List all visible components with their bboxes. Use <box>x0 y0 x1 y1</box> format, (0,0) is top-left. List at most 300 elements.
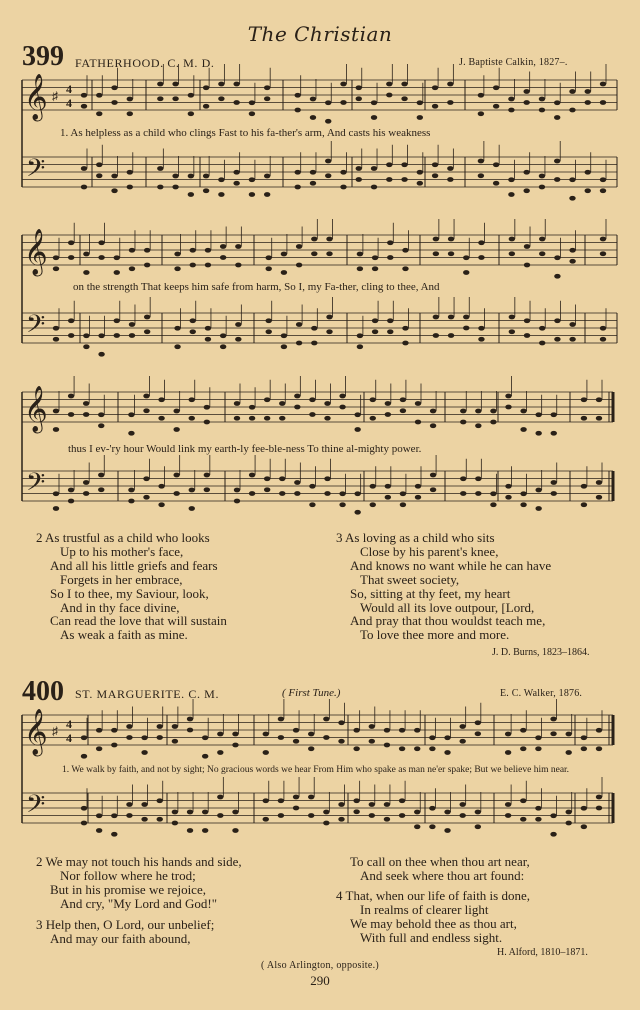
note-head <box>83 333 89 338</box>
note-head <box>173 427 179 432</box>
note-head <box>596 495 602 500</box>
stanza-line: And pray that thou wouldst teach me, <box>350 613 546 629</box>
note-head <box>190 263 196 268</box>
note-head <box>581 502 587 507</box>
treble-clef-icon: 𝄞 <box>24 74 48 119</box>
stanza-line: And cry, "My Lord and God!" <box>60 895 218 911</box>
note-head <box>189 488 195 493</box>
note-head <box>554 274 560 279</box>
note-head <box>535 806 541 811</box>
note-head <box>339 405 345 410</box>
note-head <box>414 728 420 733</box>
note-head <box>111 174 117 179</box>
note-head <box>509 251 515 256</box>
note-head <box>475 810 481 815</box>
note-head <box>600 82 606 87</box>
note-head <box>566 810 572 815</box>
note-head <box>311 326 317 331</box>
note-head <box>493 104 499 109</box>
key-signature-icon: ♯ <box>52 724 58 738</box>
note-head <box>173 409 179 414</box>
note-head <box>569 196 575 201</box>
stanza-line: To call on thee when thou art near, <box>350 854 530 869</box>
note-head <box>293 795 299 800</box>
note-head <box>372 329 378 334</box>
note-head <box>324 491 330 496</box>
note-head <box>81 754 87 759</box>
note-head <box>399 798 405 803</box>
note-head <box>68 394 74 399</box>
note-head <box>111 100 117 105</box>
note-head <box>354 510 360 515</box>
note-head <box>475 476 481 481</box>
note-head <box>281 344 287 349</box>
note-head <box>220 333 226 338</box>
note-head <box>550 717 556 722</box>
note-head <box>354 427 360 432</box>
note-head <box>356 177 362 182</box>
note-head <box>569 89 575 94</box>
note-head <box>126 735 132 740</box>
note-head <box>144 315 150 320</box>
note-head <box>326 251 332 256</box>
note-head <box>478 159 484 164</box>
note-head <box>353 728 359 733</box>
note-head <box>447 177 453 182</box>
note-head <box>433 237 439 242</box>
note-head <box>448 251 454 256</box>
note-head <box>550 832 556 837</box>
hymn-number-400: 400 <box>22 676 64 707</box>
note-head <box>217 795 223 800</box>
note-head <box>581 397 587 402</box>
note-head <box>581 824 587 829</box>
note-head <box>281 252 287 257</box>
author-399: J. D. Burns, 1823–1864. <box>492 647 590 658</box>
note-head <box>326 329 332 334</box>
note-head <box>172 724 178 729</box>
note-head <box>249 473 255 478</box>
note-head <box>68 499 74 504</box>
note-head <box>444 810 450 815</box>
stanza-line: Nor follow where he trod; <box>60 867 196 883</box>
treble-clef-icon: 𝄞 <box>24 386 48 431</box>
stanza-399-3 <box>336 531 551 642</box>
note-head <box>402 266 408 271</box>
note-head <box>475 423 481 428</box>
note-head <box>264 174 270 179</box>
stanza-line: But in his promise we rejoice, <box>50 881 206 897</box>
note-head <box>384 817 390 822</box>
note-head <box>460 409 466 414</box>
note-head <box>98 240 104 245</box>
note-head <box>508 108 514 113</box>
note-head <box>354 491 360 496</box>
note-head <box>353 809 359 814</box>
note-head <box>596 795 602 800</box>
note-head <box>325 119 331 124</box>
note-head <box>308 813 314 818</box>
note-head <box>264 487 270 492</box>
note-head <box>554 100 560 105</box>
tune-name-399: FATHERHOOD. C. M. D. <box>75 56 215 70</box>
note-head <box>308 732 314 737</box>
note-head <box>414 746 420 751</box>
note-head <box>539 185 545 190</box>
note-head <box>249 491 255 496</box>
note-head <box>551 431 557 436</box>
note-head <box>339 394 345 399</box>
note-head <box>279 476 285 481</box>
note-head <box>505 484 511 489</box>
note-head <box>520 817 526 822</box>
note-head <box>190 248 196 253</box>
note-head <box>233 82 239 87</box>
note-head <box>444 735 450 740</box>
note-head <box>98 473 104 478</box>
note-head <box>338 739 344 744</box>
bass-clef-icon: 𝄢 <box>26 311 46 344</box>
stanza-line: That sweet society, <box>360 571 460 587</box>
note-head <box>401 96 407 101</box>
note-head <box>127 185 133 190</box>
note-head <box>535 817 541 822</box>
note-head <box>96 93 102 98</box>
note-head <box>596 480 602 485</box>
note-head <box>508 177 514 182</box>
note-head <box>569 177 575 182</box>
key-signature-icon: ♯ <box>52 89 58 103</box>
note-head <box>218 192 224 197</box>
note-head <box>539 341 545 346</box>
note-head <box>581 806 587 811</box>
note-head <box>493 162 499 167</box>
note-head <box>83 252 89 257</box>
note-head <box>475 731 481 736</box>
bass-clef-icon: 𝄢 <box>26 791 46 824</box>
note-head <box>429 806 435 811</box>
note-head <box>596 416 602 421</box>
stanza-400-4 <box>336 889 530 945</box>
note-head <box>232 743 238 748</box>
note-head <box>202 828 208 833</box>
note-head <box>172 810 178 815</box>
note-head <box>174 344 180 349</box>
note-head <box>188 174 194 179</box>
note-head <box>520 502 526 507</box>
note-head <box>596 746 602 751</box>
note-head <box>596 397 602 402</box>
note-head <box>566 821 572 826</box>
note-head <box>83 491 89 496</box>
note-head <box>508 192 514 197</box>
note-head <box>114 255 120 260</box>
note-head <box>296 244 302 249</box>
note-head <box>600 100 606 105</box>
note-head <box>447 100 453 105</box>
note-head <box>401 177 407 182</box>
note-head <box>417 115 423 120</box>
note-head <box>53 427 59 432</box>
note-head <box>490 409 496 414</box>
note-head <box>505 802 511 807</box>
note-head <box>144 263 150 268</box>
note-head <box>475 824 481 829</box>
note-head <box>539 108 545 113</box>
note-head <box>478 93 484 98</box>
note-head <box>264 476 270 481</box>
stanza-400-3 <box>36 918 214 946</box>
note-head <box>520 746 526 751</box>
note-head <box>432 162 438 167</box>
note-head <box>111 188 117 193</box>
note-head <box>114 333 120 338</box>
note-head <box>232 732 238 737</box>
stanza-line: To love thee more and more. <box>360 627 510 643</box>
note-head <box>325 159 331 164</box>
note-head <box>600 237 606 242</box>
note-head <box>294 491 300 496</box>
note-head <box>505 495 511 500</box>
note-head <box>141 817 147 822</box>
note-head <box>387 318 393 323</box>
author-400: H. Alford, 1810–1871. <box>497 947 588 958</box>
note-head <box>188 93 194 98</box>
note-head <box>386 82 392 87</box>
note-head <box>463 326 469 331</box>
note-head <box>372 318 378 323</box>
note-head <box>128 488 134 493</box>
note-head <box>293 806 299 811</box>
note-head <box>157 724 163 729</box>
note-head <box>550 813 556 818</box>
note-head <box>524 263 530 268</box>
treble-clef-icon: 𝄞 <box>24 229 48 274</box>
note-head <box>539 251 545 256</box>
note-head <box>266 329 272 334</box>
note-head <box>400 397 406 402</box>
note-head <box>475 409 481 414</box>
running-title: The Christian <box>247 22 393 46</box>
note-head <box>433 333 439 338</box>
note-head <box>478 326 484 331</box>
note-head <box>173 491 179 496</box>
stanza-line: 2 As trustful as a child who looks <box>36 530 210 545</box>
note-head <box>218 82 224 87</box>
note-head <box>325 100 331 105</box>
note-head <box>278 717 284 722</box>
note-head <box>158 416 164 421</box>
note-head <box>141 750 147 755</box>
note-head <box>387 329 393 334</box>
note-head <box>96 173 102 178</box>
note-head <box>68 318 74 323</box>
note-head <box>278 798 284 803</box>
note-head <box>569 108 575 113</box>
note-head <box>281 333 287 338</box>
time-signature-icon: 4 <box>66 96 72 110</box>
note-head <box>218 96 224 101</box>
note-head <box>400 491 406 496</box>
note-head <box>81 93 87 98</box>
note-head <box>585 89 591 94</box>
note-head <box>357 266 363 271</box>
stanza-line: Can read the love that will sustain <box>50 613 227 629</box>
note-head <box>187 728 193 733</box>
note-head <box>387 240 393 245</box>
note-head <box>189 416 195 421</box>
note-head <box>53 255 59 260</box>
note-head <box>402 248 408 253</box>
note-head <box>293 728 299 733</box>
lyrics-400-system-1: 1. We walk by faith, and not by sight; No gracious words we hear From Him who spake as man ne'er spake; But we believe him near. <box>62 765 570 775</box>
note-head <box>53 506 59 511</box>
note-head <box>205 337 211 342</box>
note-head <box>129 248 135 253</box>
note-head <box>459 739 465 744</box>
note-head <box>81 166 87 171</box>
note-head <box>539 97 545 102</box>
note-head <box>460 476 466 481</box>
note-head <box>323 821 329 826</box>
note-head <box>554 115 560 120</box>
note-head <box>357 333 363 338</box>
note-head <box>370 484 376 489</box>
note-head <box>173 473 179 478</box>
note-head <box>415 484 421 489</box>
note-head <box>83 480 89 485</box>
note-head <box>324 401 330 406</box>
note-head <box>279 401 285 406</box>
note-head <box>523 100 529 105</box>
note-head <box>325 173 331 178</box>
note-head <box>202 810 208 815</box>
note-head <box>475 720 481 725</box>
note-head <box>433 315 439 320</box>
note-head <box>204 473 210 478</box>
note-head <box>340 170 346 175</box>
note-head <box>234 416 240 421</box>
note-head <box>399 728 405 733</box>
tune-name-400: ST. MARGUERITE. C. M. <box>75 687 220 701</box>
note-head <box>263 732 269 737</box>
note-head <box>187 828 193 833</box>
note-head <box>68 333 74 338</box>
note-head <box>371 115 377 120</box>
note-head <box>143 408 149 413</box>
note-head <box>353 746 359 751</box>
note-head <box>143 476 149 481</box>
note-head <box>158 397 164 402</box>
stanza-line: Forgets in her embrace, <box>60 571 183 587</box>
note-head <box>354 412 360 417</box>
note-head <box>126 802 132 807</box>
note-head <box>539 174 545 179</box>
note-head <box>203 188 209 193</box>
note-head <box>509 315 515 320</box>
note-head <box>129 266 135 271</box>
stanza-line: We may behold thee as thou art, <box>350 915 517 931</box>
note-head <box>369 739 375 744</box>
note-head <box>157 82 163 87</box>
note-head <box>600 188 606 193</box>
note-head <box>203 104 209 109</box>
note-head <box>554 177 560 182</box>
note-head <box>96 828 102 833</box>
note-head <box>429 746 435 751</box>
note-head <box>535 488 541 493</box>
note-head <box>444 750 450 755</box>
note-head <box>430 409 436 414</box>
note-head <box>202 754 208 759</box>
note-head <box>157 166 163 171</box>
note-head <box>566 732 572 737</box>
note-head <box>357 344 363 349</box>
note-head <box>490 420 496 425</box>
note-head <box>323 735 329 740</box>
note-head <box>83 344 89 349</box>
note-head <box>432 104 438 109</box>
note-head <box>141 802 147 807</box>
note-head <box>266 266 272 271</box>
note-head <box>127 97 133 102</box>
note-head <box>585 188 591 193</box>
note-head <box>295 185 301 190</box>
note-head <box>585 170 591 175</box>
note-head <box>581 416 587 421</box>
note-head <box>296 341 302 346</box>
note-head <box>600 326 606 331</box>
note-head <box>430 487 436 492</box>
note-head <box>53 491 59 496</box>
note-head <box>417 100 423 105</box>
time-signature-icon: 4 <box>66 82 72 96</box>
note-head <box>385 401 391 406</box>
note-head <box>523 188 529 193</box>
note-head <box>523 170 529 175</box>
note-head <box>414 824 420 829</box>
note-head <box>126 813 132 818</box>
note-head <box>493 85 499 90</box>
note-head <box>296 322 302 327</box>
note-head <box>509 237 515 242</box>
stanza-line: 3 Help then, O Lord, our unbelief; <box>36 917 215 932</box>
note-head <box>505 750 511 755</box>
note-head <box>220 344 226 349</box>
stanza-line: And in thy face divine, <box>60 599 180 615</box>
note-head <box>523 89 529 94</box>
note-head <box>311 341 317 346</box>
note-head <box>447 82 453 87</box>
stanza-line: 2 We may not touch his hands and side, <box>36 854 242 869</box>
note-head <box>384 743 390 748</box>
note-head <box>232 828 238 833</box>
note-head <box>459 724 465 729</box>
note-head <box>188 192 194 197</box>
note-head <box>172 174 178 179</box>
note-head <box>551 480 557 485</box>
note-head <box>415 401 421 406</box>
note-head <box>68 488 74 493</box>
note-head <box>340 82 346 87</box>
note-head <box>157 185 163 190</box>
note-head <box>326 237 332 242</box>
note-head <box>386 93 392 98</box>
note-head <box>600 177 606 182</box>
note-head <box>356 166 362 171</box>
note-head <box>339 502 345 507</box>
note-head <box>385 484 391 489</box>
